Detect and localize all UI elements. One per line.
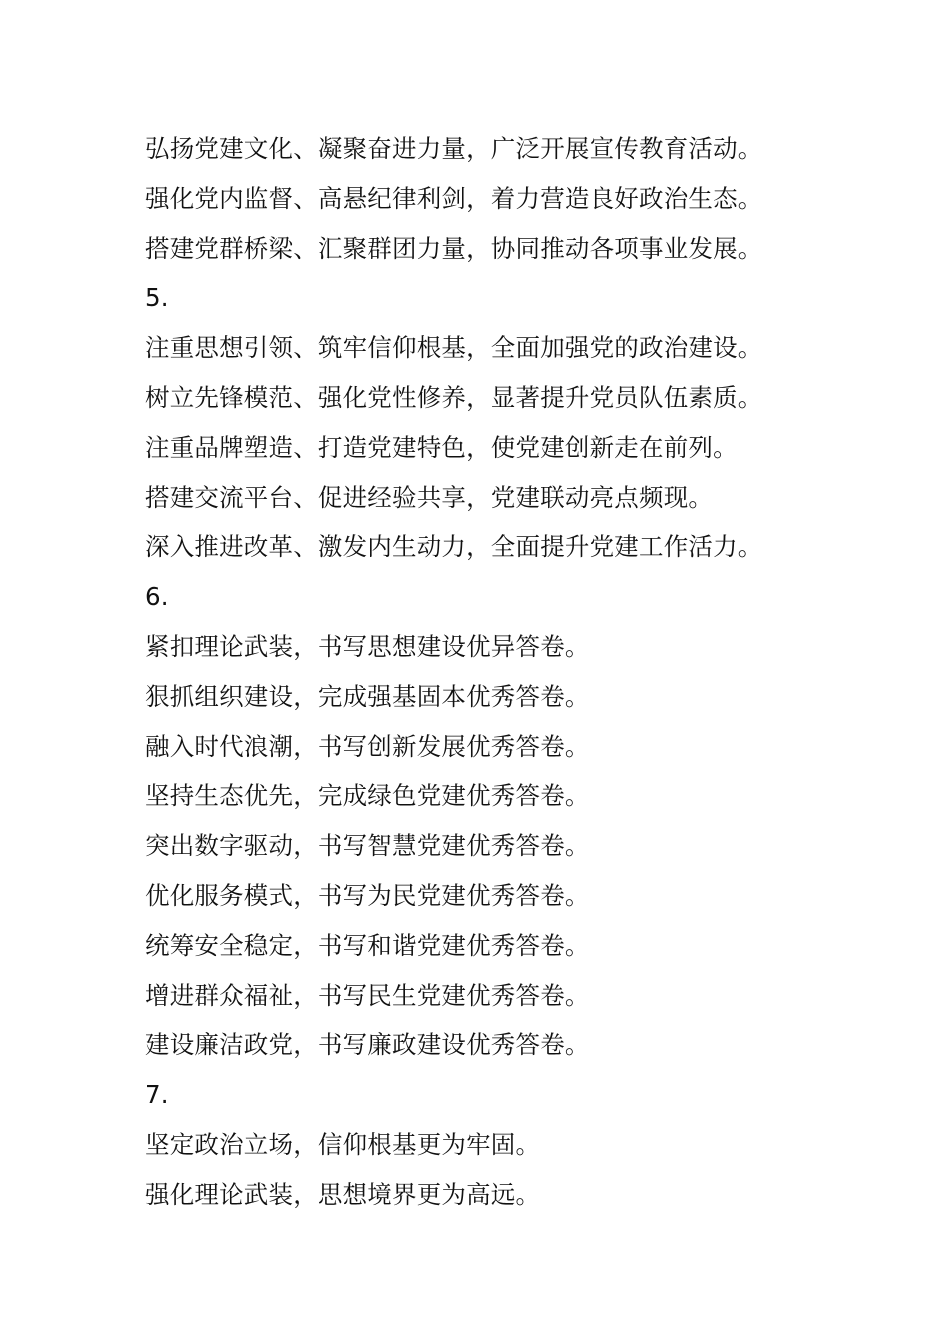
text-line: 统筹安全稳定，书写和谐党建优秀答卷。 — [145, 930, 590, 960]
document-body — [145, 124, 905, 1220]
text-line: 狠抓组织建设，完成强基固本优秀答卷。 — [145, 681, 590, 711]
text-line: 优化服务模式，书写为民党建优秀答卷。 — [145, 880, 590, 910]
text-line: 建设廉洁政党，书写廉政建设优秀答卷。 — [145, 1030, 590, 1060]
text-line: 紧扣理论武装，书写思想建设优异答卷。 — [145, 631, 590, 661]
text-line: 树立先锋模范、强化党性修养，显著提升党员队伍素质。 — [145, 382, 763, 412]
text-line: 注重思想引领、筑牢信仰根基，全面加强党的政治建设。 — [145, 333, 763, 363]
text-line: 增进群众福祉，书写民生党建优秀答卷。 — [145, 980, 590, 1010]
text-line: 弘扬党建文化、凝聚奋进力量，广泛开展宣传教育活动。 — [145, 134, 763, 163]
text-line: 搭建交流平台、促进经验共享，党建联动亮点频现。 — [145, 482, 714, 512]
section-number: 5. — [145, 283, 169, 313]
text-line: 坚定政治立场，信仰根基更为牢固。 — [145, 1129, 541, 1159]
section-number: 6. — [145, 582, 169, 612]
text-line: 深入推进改革、激发内生动力，全面提升党建工作活力。 — [145, 532, 763, 562]
text-line: 突出数字驱动，书写智慧党建优秀答卷。 — [145, 831, 590, 861]
text-line: 注重品牌塑造、打造党建特色，使党建创新走在前列。 — [145, 432, 738, 462]
text-line: 强化党内监督、高悬纪律利剑，着力营造良好政治生态。 — [145, 183, 763, 213]
text-line: 坚持生态优先，完成绿色党建优秀答卷。 — [145, 781, 590, 811]
text-line: 强化理论武装，思想境界更为高远。 — [145, 1179, 541, 1209]
text-line: 搭建党群桥梁、汇聚群团力量，协同推动各项事业发展。 — [145, 233, 763, 263]
section-number: 7. — [145, 1080, 169, 1110]
text-line: 融入时代浪潮，书写创新发展优秀答卷。 — [145, 731, 590, 761]
